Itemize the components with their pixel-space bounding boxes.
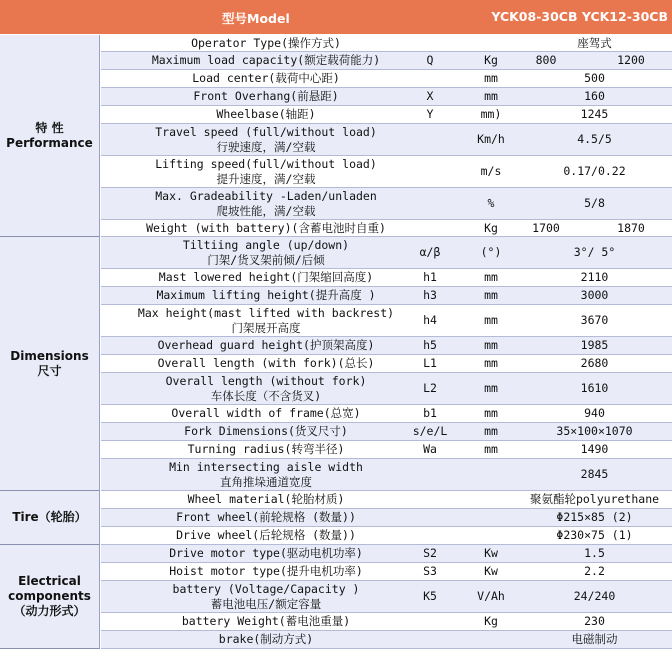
spec-unit: mm) [480, 107, 502, 121]
spec-description-line: Front wheel(前轮规格 (数量)) [176, 510, 356, 524]
spec-symbol: h4 [423, 313, 437, 327]
table-row [101, 563, 672, 581]
spec-description [101, 581, 431, 612]
spec-description [101, 631, 431, 648]
group-electrical [0, 545, 100, 649]
spec-description-line: Front Overhang(前悬距) [193, 89, 339, 103]
group-subtitle: 尺寸 [37, 363, 62, 378]
model-label: 型号Model [222, 11, 290, 26]
spec-value: Φ215×85 (2) [556, 510, 633, 524]
table-row [101, 545, 672, 563]
spec-value: 2110 [580, 270, 609, 284]
spec-value: 聚氨酯轮polyurethane [529, 492, 660, 506]
table-row [101, 188, 672, 220]
table-row [101, 441, 672, 459]
spec-unit: (°) [480, 245, 502, 259]
spec-description-line: Maximum lifting height(提升高度 ) [156, 288, 376, 302]
spec-unit: Kw [484, 546, 498, 560]
spec-description-line: Overall length (without fork) [165, 373, 367, 388]
table-row [101, 88, 672, 106]
table-row [101, 287, 672, 305]
spec-symbol: Q [426, 53, 434, 67]
spec-value-yck08: 1700 [532, 220, 560, 235]
spec-unit: mm [484, 89, 498, 103]
spec-description [101, 509, 431, 526]
spec-unit: mm [484, 338, 498, 352]
spec-value: 3000 [580, 288, 609, 302]
spec-description-line: battery Weight(蓄电池重量) [181, 614, 351, 628]
spec-value: 1490 [580, 442, 609, 456]
spec-unit: mm [484, 442, 498, 456]
spec-symbol: X [426, 89, 434, 103]
group-title: 特 性 [35, 120, 64, 135]
spec-description [101, 613, 431, 630]
spec-value: 160 [584, 89, 605, 103]
table-row [101, 423, 672, 441]
spec-description [101, 459, 431, 490]
spec-description-line: Overall length (with fork)(总长) [157, 356, 375, 370]
spec-symbol: L2 [423, 381, 437, 395]
spec-description-line: 车体长度（不含货叉) [210, 388, 322, 403]
spec-description-line: Wheel material(轮胎材质) [187, 492, 345, 506]
spec-symbol: h3 [423, 288, 437, 302]
spec-unit: m/s [480, 164, 502, 178]
spec-description-line: Drive wheel(后轮规格 (数量)) [176, 528, 356, 542]
table-row [101, 491, 672, 509]
table-row [101, 52, 672, 70]
table-row [101, 355, 672, 373]
spec-description [101, 88, 431, 105]
spec-symbol: s/e/L [412, 424, 448, 438]
spec-description-line: Tiltiing angle (up/down) [182, 237, 350, 252]
table-row [101, 106, 672, 124]
spec-description-line: Max height(mast lifted with backrest) [137, 305, 395, 320]
spec-value: 24/240 [573, 589, 616, 603]
spec-description [101, 441, 431, 458]
spec-unit: mm [484, 270, 498, 284]
group-subtitle-extra: （动力形式） [13, 604, 86, 618]
spec-unit: Kg [484, 614, 498, 628]
spec-description-line: 蓄电池电压/额定容量 [210, 596, 322, 611]
spec-unit: mm [484, 71, 498, 85]
spec-value-yck12: 1200 [617, 53, 645, 67]
spec-description [101, 337, 431, 354]
spec-description-line: battery (Voltage/Capacity ) [172, 581, 360, 596]
spec-unit: Km/h [477, 132, 505, 146]
spec-description [101, 527, 431, 544]
spec-description [101, 373, 431, 404]
spec-value: Φ230×75 (1) [556, 528, 633, 542]
spec-value-yck12: 1870 [617, 220, 645, 235]
spec-description [101, 52, 431, 69]
spec-description-line: Turning radius(转弯半径) [187, 442, 345, 456]
spec-description [101, 124, 431, 155]
spec-unit: V/Ah [477, 589, 505, 603]
spec-value: 500 [584, 71, 605, 85]
spec-description-line: Min intersecting aisle width [169, 459, 363, 474]
table-header [0, 0, 672, 35]
table-row [101, 405, 672, 423]
table-row [101, 509, 672, 527]
model-series: YCK08-30CB YCK12-30CB [491, 9, 668, 24]
spec-symbol: h1 [423, 270, 437, 284]
spec-symbol: α/β [419, 245, 441, 259]
table-row [101, 237, 672, 269]
spec-description-line: 行驶速度，满/空载 [216, 139, 316, 154]
spec-description-line: Wheelbase(轴距) [216, 107, 316, 121]
spec-description [101, 106, 431, 123]
table-row [101, 156, 672, 188]
spec-value: 2680 [580, 356, 609, 370]
table-row [101, 581, 672, 613]
spec-unit: Kg [484, 53, 498, 67]
spec-value: 3°/ 5° [573, 245, 616, 259]
spec-description [101, 188, 431, 219]
group-title: Electrical [18, 574, 81, 588]
spec-value: 电磁制动 [571, 632, 618, 646]
spec-description-line: Load center(载荷中心距) [192, 71, 340, 85]
spec-value: 1245 [580, 107, 609, 121]
spec-description-line: Operator Type(操作方式) [191, 35, 341, 50]
spec-description [101, 355, 431, 372]
spec-description [101, 305, 431, 336]
spec-symbol: L1 [423, 356, 437, 370]
spec-value: 座驾式 [577, 35, 612, 50]
spec-value-yck08: 800 [535, 53, 557, 67]
spec-description [101, 563, 431, 580]
table-row [101, 70, 672, 88]
table-row [101, 220, 672, 237]
spec-description-line: 直角推垛通道宽度 [220, 474, 312, 489]
group-tire [0, 491, 100, 545]
spec-description-line: Overall width of frame(总宽) [171, 406, 361, 420]
spec-description [101, 287, 431, 304]
spec-description [101, 156, 431, 187]
spec-description-line: 门架展开高度 [231, 320, 301, 335]
spec-value: 1610 [580, 381, 609, 395]
spec-unit: mm [484, 406, 498, 420]
spec-symbol: S3 [423, 564, 437, 578]
spec-unit: Kg [484, 220, 498, 235]
spec-description [101, 35, 431, 51]
spec-value: 3670 [580, 313, 609, 327]
spec-value: 0.17/0.22 [563, 164, 626, 178]
spec-description-line: Overhead guard height(护顶架高度) [157, 338, 375, 352]
group-performance [0, 35, 100, 237]
spec-description-line: Max. Gradeability -Laden/unladen [155, 188, 377, 203]
spec-value: 35×100×1070 [556, 424, 633, 438]
spec-description-line: 爬坡性能，满/空载 [216, 203, 316, 218]
table-row [101, 269, 672, 287]
spec-description-line: Hoist motor type(提升电机功率) [169, 564, 363, 578]
table-row [101, 459, 672, 491]
spec-unit: mm [484, 288, 498, 302]
spec-description-line: Drive motor type(驱动电机功率) [169, 546, 363, 560]
spec-description-line: Fork Dimensions(货叉尺寸) [184, 424, 348, 438]
spec-description-line: Mast lowered height(门架缩回高度) [158, 270, 374, 284]
group-dimensions [0, 237, 100, 491]
spec-symbol: Y [426, 107, 434, 121]
group-subtitle: components [8, 589, 91, 603]
table-row [101, 305, 672, 337]
spec-value: 940 [584, 406, 605, 420]
table-row [101, 527, 672, 545]
spec-description [101, 269, 431, 286]
spec-description [101, 491, 431, 508]
table-row [101, 631, 672, 649]
spec-value: 1985 [580, 338, 609, 352]
spec-symbol: Wa [423, 442, 437, 456]
spec-symbol: K5 [423, 589, 437, 603]
spec-description-line: Lifting speed(full/without load) [155, 156, 377, 171]
spec-description-line: Maximum load capacity(额定载荷能力) [151, 53, 381, 67]
spec-description [101, 220, 431, 236]
spec-unit: % [487, 196, 495, 210]
group-title: Dimensions [10, 348, 89, 363]
table-row [101, 373, 672, 405]
spec-value: 2845 [580, 467, 609, 481]
spec-symbol: S2 [423, 546, 437, 560]
spec-description [101, 237, 431, 268]
spec-unit: mm [484, 424, 498, 438]
spec-value: 5/8 [584, 196, 605, 210]
spec-description-line: Weight (with battery)(含蓄电池时自重) [146, 220, 386, 235]
spec-value: 4.5/5 [577, 132, 612, 146]
spec-description-line: 门架/货叉架前倾/后倾 [207, 252, 325, 267]
group-title: Tire（轮胎） [12, 510, 87, 524]
table-row [101, 613, 672, 631]
table-row [101, 124, 672, 156]
spec-symbol: h5 [423, 338, 437, 352]
spec-unit: mm [484, 313, 498, 327]
spec-description-line: brake(制动方式) [218, 632, 314, 646]
spec-description [101, 545, 431, 562]
spec-description [101, 70, 431, 87]
spec-value: 1.5 [584, 546, 605, 560]
spec-symbol: b1 [423, 406, 437, 420]
spec-description [101, 423, 431, 440]
spec-value: 2.2 [584, 564, 605, 578]
spec-unit: Kw [484, 564, 498, 578]
table-row [101, 337, 672, 355]
spec-value: 230 [584, 614, 605, 628]
spec-unit: mm [484, 381, 498, 395]
group-subtitle: Performance [6, 135, 93, 150]
spec-unit: mm [484, 356, 498, 370]
spec-description-line: Travel speed (full/without load) [155, 124, 377, 139]
table-row [101, 35, 672, 52]
spec-description-line: 提升速度，满/空载 [216, 171, 316, 186]
spec-description [101, 405, 431, 422]
